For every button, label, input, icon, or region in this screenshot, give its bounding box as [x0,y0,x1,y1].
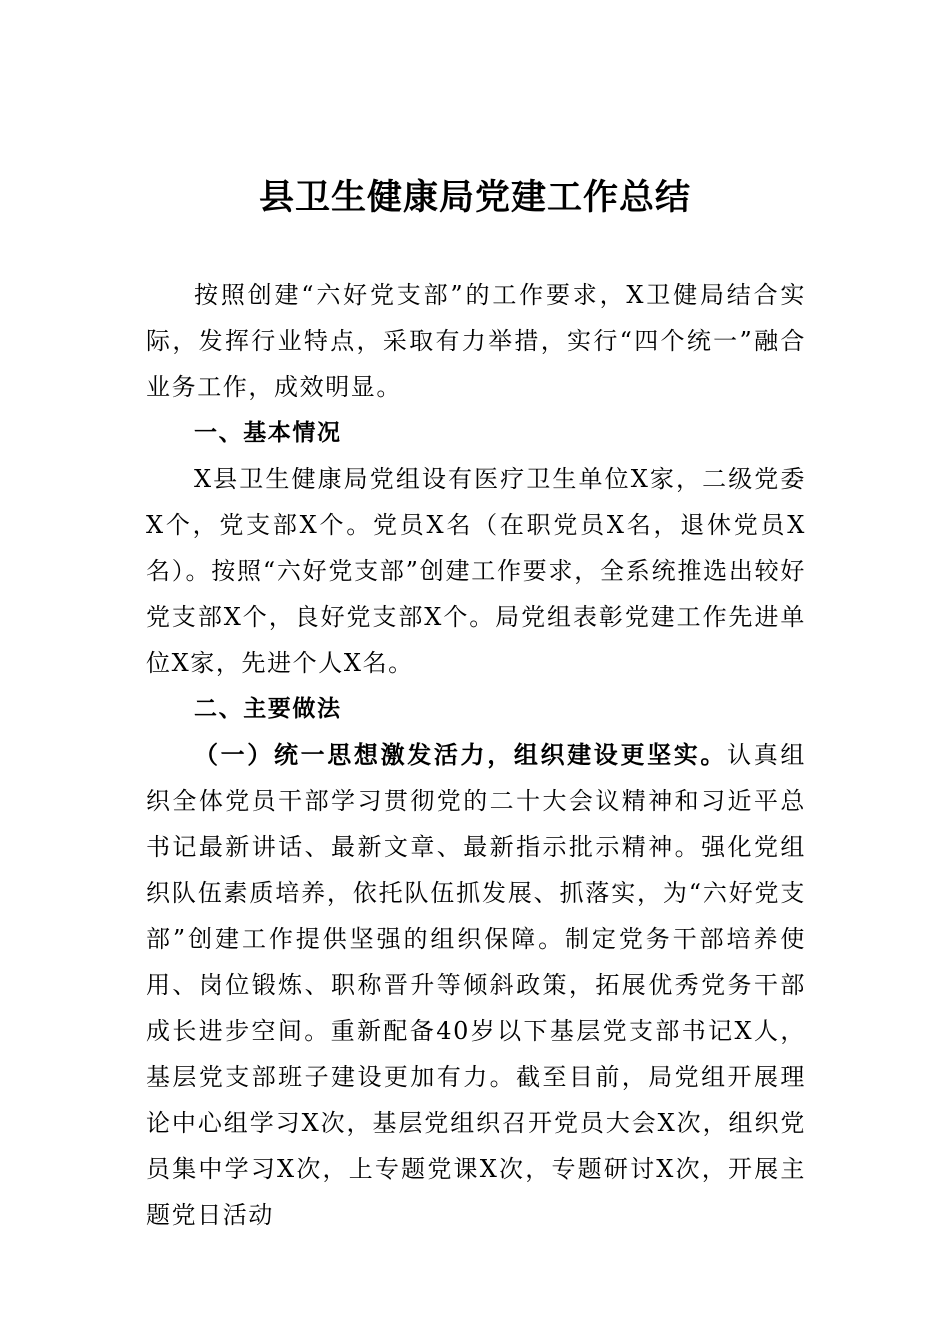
document-title: 县卫生健康局党建工作总结 [258,177,691,218]
section-heading-main-practices: 二、主要做法 [194,696,342,722]
basic-situation-paragraph: X县卫生健康局党组设有医疗卫生单位X家，二级党委X个，党支部X个。党员X名（在职党员X名，退休党员X名）。按照“六好党支部”创建工作要求，全系统推选出较好党支部X个，良好党支部X个。局党组表彰党建工作先进单位X家，先进个人X名。 [146,465,806,677]
item-body-text: 认真组织全体党员干部学习贯彻党的二十大会议精神和习近平总书记最新讲话、最新文章、最新指示批示精神。强化党组织队伍素质培养，依托队伍抓发展、抓落实，为“六好党支部”创建工作提供坚强的组织保障。制定党务干部培养使用、岗位锻炼、职称晋升等倾斜政策，拓展优秀党务干部成长进步空间。重新配备40岁以下基层党支部书记X人，基层党支部班子建设更加有力。截至目前，局党组开展理论中心组学习X次，基层党组织召开党员大会X次，组织党员集中学习X次，上专题党课X次，专题研讨X次，开展主题党日活动 [146,741,806,1229]
document-body [146,272,806,1238]
section-heading-basic-situation: 一、基本情况 [194,420,342,446]
main-practices-paragraph [146,732,806,1238]
item-lead-sentence: （一）统一思想激发活力，组织建设更坚实。 [194,740,728,769]
intro-paragraph: 按照创建“六好党支部”的工作要求，X卫健局结合实际，发挥行业特点，采取有力举措，实行“四个统一”融合业务工作，成效明显。 [146,281,806,401]
